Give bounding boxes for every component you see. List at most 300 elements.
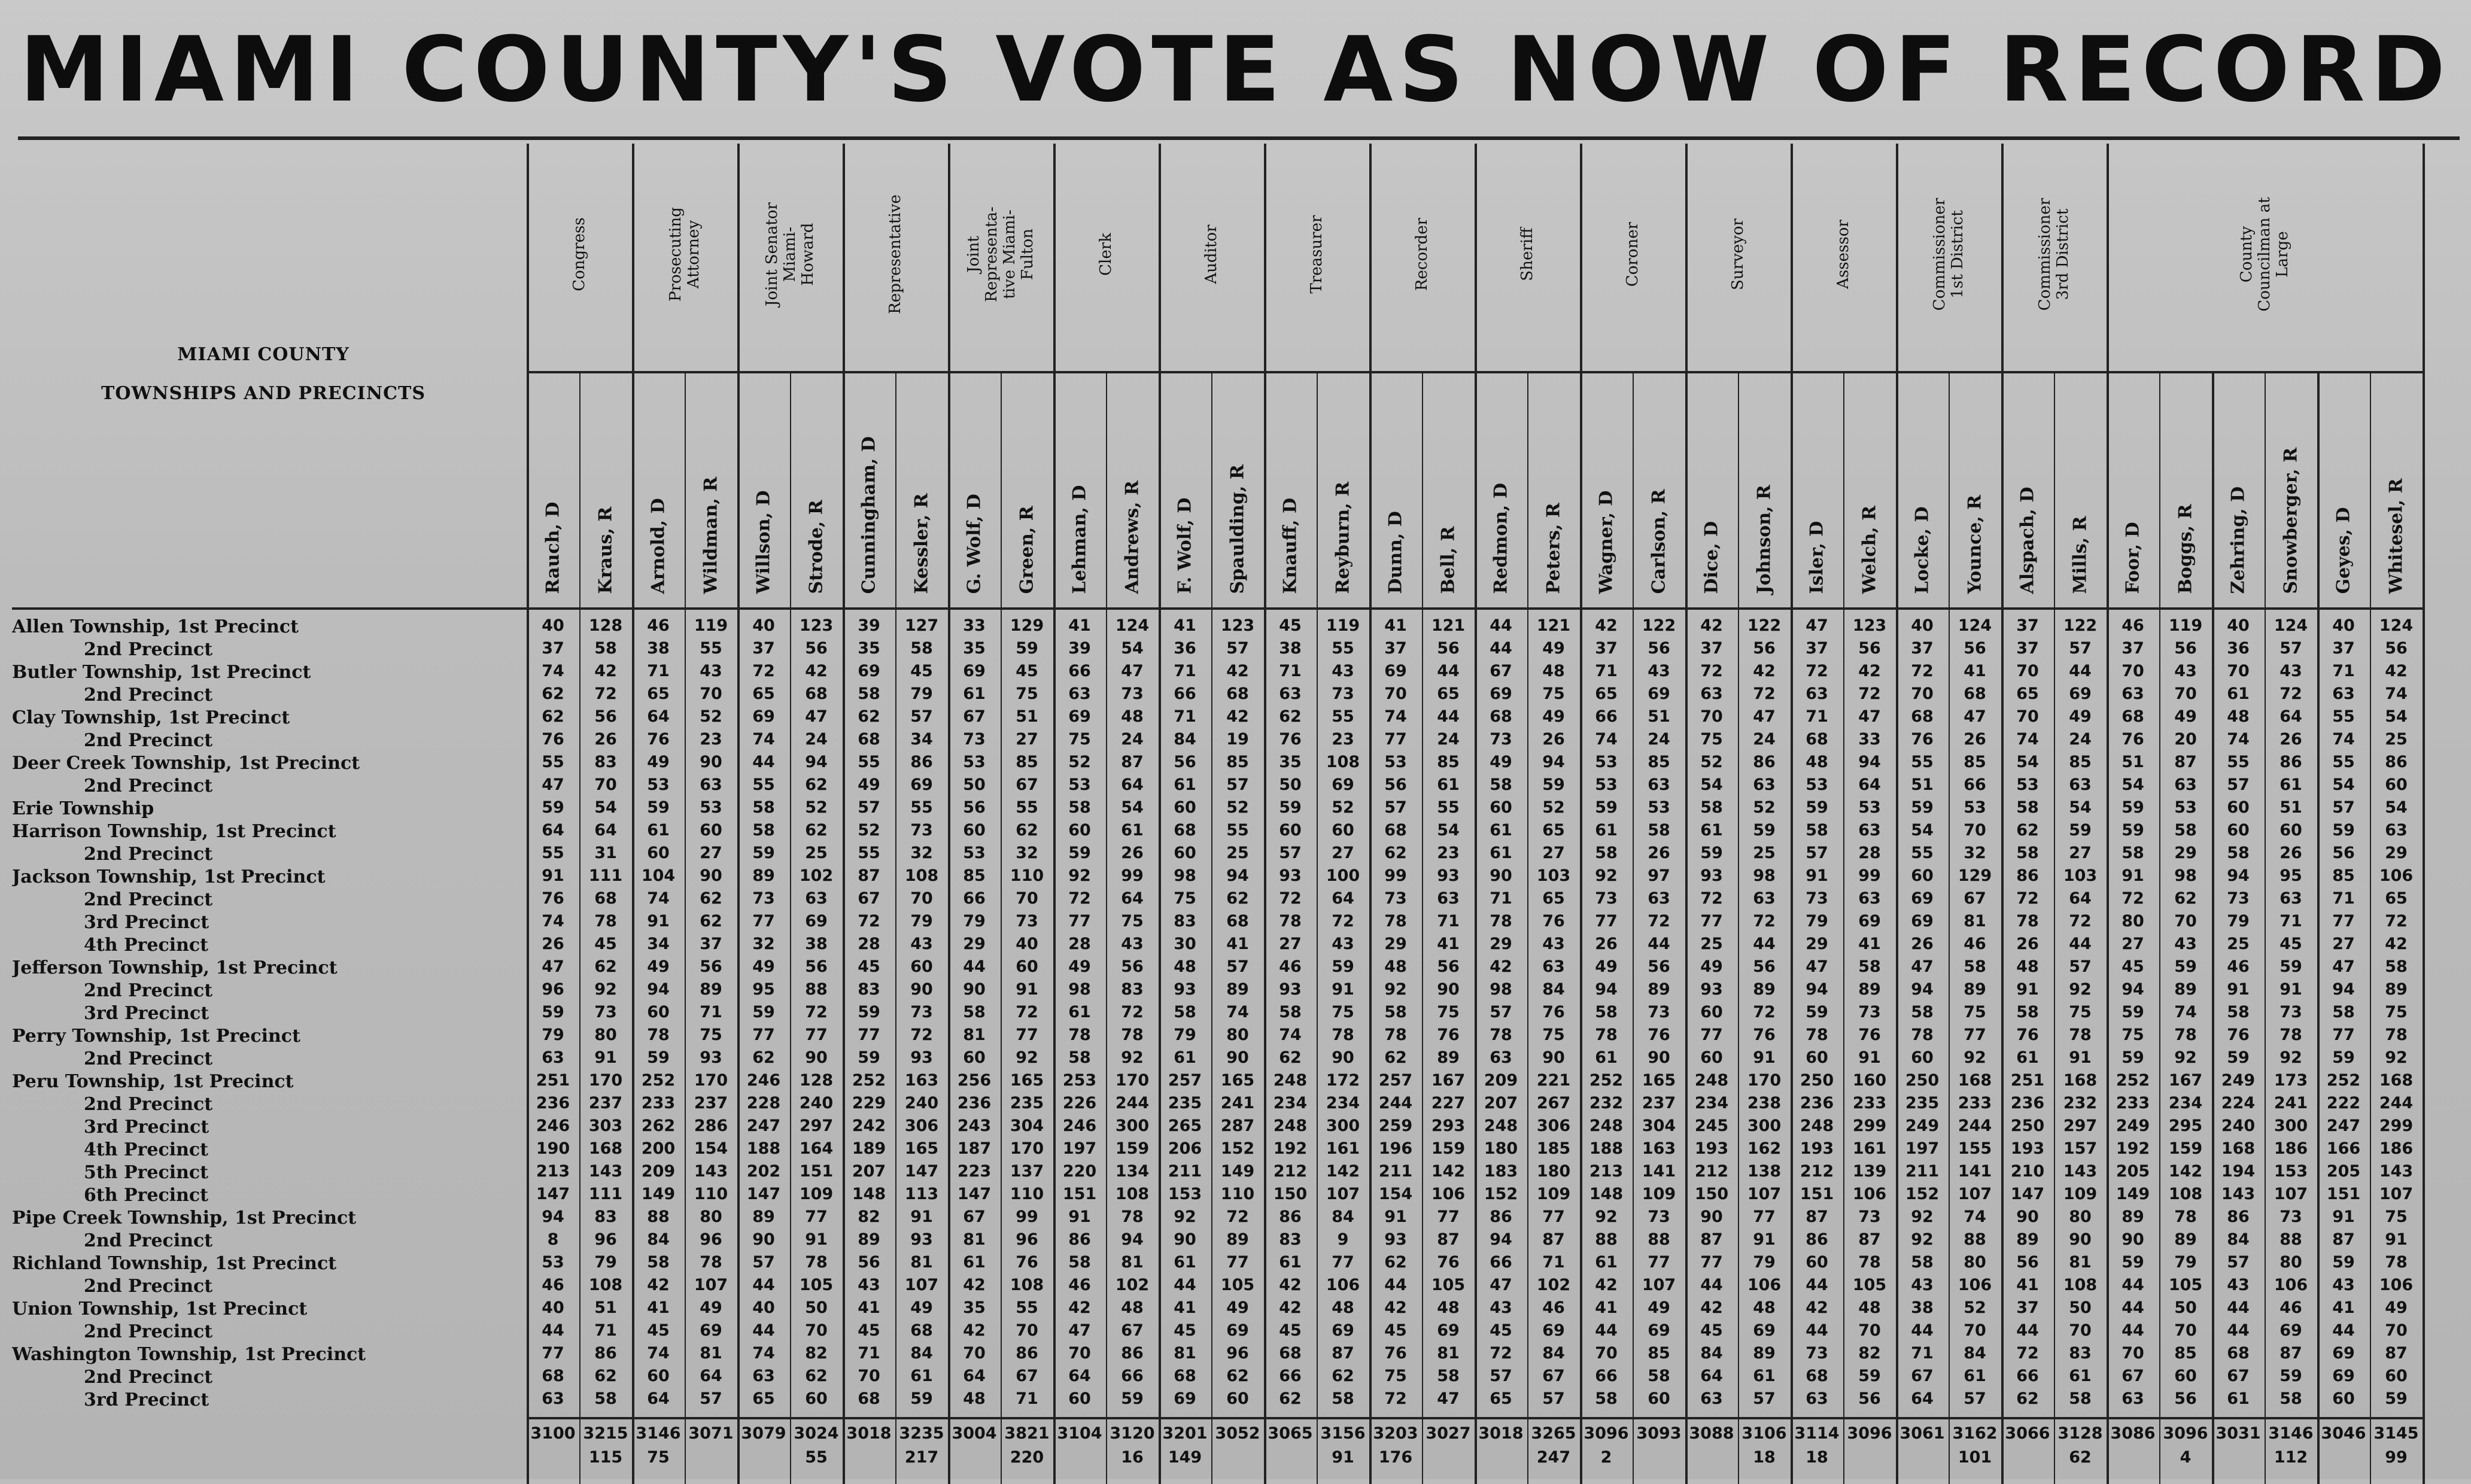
vote-cell: 74 bbox=[1226, 1003, 1249, 1021]
vote-cell: 72 bbox=[1016, 1003, 1038, 1021]
vote-cell: 186 bbox=[2274, 1139, 2308, 1158]
vote-cell: 37 bbox=[2016, 616, 2039, 635]
vote-cell: 209 bbox=[641, 1162, 676, 1181]
vote-cell: 56 bbox=[805, 639, 828, 658]
vote-cell: 141 bbox=[1642, 1162, 1676, 1181]
vote-cell: 68 bbox=[1279, 1344, 1302, 1363]
vote-cell: 44 bbox=[2069, 935, 2092, 953]
vote-cell: 60 bbox=[2279, 821, 2302, 840]
vote-cell: 123 bbox=[799, 616, 834, 635]
column-divider bbox=[2159, 371, 2160, 1484]
vote-cell: 60 bbox=[1648, 1389, 1670, 1408]
vote-cell: 91 bbox=[1753, 1230, 1776, 1249]
office-label: Assessor bbox=[1834, 220, 1852, 289]
vote-cell: 69 bbox=[1437, 1321, 1460, 1340]
vote-cell: 77 bbox=[1700, 1253, 1723, 1272]
plurality-cell: 176 bbox=[1378, 1448, 1413, 1467]
vote-cell: 41 bbox=[1226, 935, 1249, 953]
vote-cell: 57 bbox=[910, 707, 933, 726]
vote-cell: 42 bbox=[1806, 1298, 1828, 1317]
vote-cell: 77 bbox=[1753, 1208, 1776, 1226]
vote-cell: 103 bbox=[1536, 866, 1571, 885]
vote-cell: 80 bbox=[2122, 912, 2144, 930]
vote-cell: 196 bbox=[1378, 1139, 1413, 1158]
vote-cell: 89 bbox=[2122, 1208, 2144, 1226]
vote-cell: 40 bbox=[1016, 935, 1038, 953]
vote-cell: 77 bbox=[1068, 912, 1091, 930]
vote-cell: 64 bbox=[647, 1389, 670, 1408]
vote-cell: 44 bbox=[1911, 1321, 1934, 1340]
vote-cell: 250 bbox=[1905, 1071, 1940, 1090]
vote-cell: 53 bbox=[2174, 798, 2197, 817]
vote-cell: 43 bbox=[1911, 1276, 1934, 1294]
vote-cell: 74 bbox=[542, 912, 564, 930]
vote-cell: 154 bbox=[1378, 1185, 1413, 1203]
vote-cell: 55 bbox=[1332, 707, 1354, 726]
vote-cell: 193 bbox=[2010, 1139, 2045, 1158]
vote-cell: 88 bbox=[1964, 1230, 1986, 1249]
vote-cell: 68 bbox=[1964, 685, 1986, 703]
vote-cell: 107 bbox=[1326, 1185, 1360, 1203]
vote-cell: 43 bbox=[2279, 662, 2302, 680]
vote-cell: 75 bbox=[1121, 912, 1144, 930]
vote-cell: 72 bbox=[1226, 1208, 1249, 1226]
vote-cell: 240 bbox=[799, 1094, 834, 1112]
vote-cell: 79 bbox=[910, 685, 933, 703]
vote-cell: 47 bbox=[1121, 662, 1144, 680]
vote-cell: 41 bbox=[2016, 1276, 2039, 1294]
office-header bbox=[843, 144, 948, 365]
vote-cell: 41 bbox=[1384, 616, 1407, 635]
vote-cell: 87 bbox=[1858, 1230, 1881, 1249]
candidate-header: Kessler, R bbox=[911, 493, 932, 594]
vote-cell: 238 bbox=[1747, 1094, 1782, 1112]
vote-cell: 90 bbox=[1700, 1208, 1723, 1226]
vote-cell: 35 bbox=[1279, 753, 1302, 771]
vote-cell: 76 bbox=[2227, 1026, 2250, 1044]
vote-cell: 73 bbox=[910, 821, 933, 840]
vote-cell: 40 bbox=[2332, 616, 2355, 635]
vote-cell: 61 bbox=[1279, 1253, 1302, 1272]
vote-cell: 59 bbox=[2332, 821, 2355, 840]
vote-cell: 63 bbox=[1700, 685, 1723, 703]
row-label: 2nd Precinct bbox=[84, 685, 213, 705]
vote-cell: 73 bbox=[1384, 889, 1407, 908]
vote-cell: 71 bbox=[858, 1344, 880, 1363]
vote-cell: 110 bbox=[1010, 1185, 1044, 1203]
vote-cell: 286 bbox=[694, 1117, 728, 1135]
vote-cell: 63 bbox=[1858, 821, 1881, 840]
vote-cell: 249 bbox=[2116, 1117, 2150, 1135]
vote-cell: 79 bbox=[2227, 912, 2250, 930]
vote-cell: 61 bbox=[1490, 821, 1512, 840]
column-divider bbox=[1422, 371, 1423, 1484]
office-label: Joint Senator Miami-Howard bbox=[763, 202, 817, 306]
vote-cell: 100 bbox=[1326, 866, 1360, 885]
office-label: Representative bbox=[886, 194, 904, 314]
column-divider bbox=[895, 371, 896, 1484]
vote-cell: 192 bbox=[2116, 1139, 2150, 1158]
vote-cell: 119 bbox=[1326, 616, 1360, 635]
vote-cell: 72 bbox=[752, 662, 775, 680]
vote-cell: 42 bbox=[1858, 662, 1881, 680]
vote-cell: 69 bbox=[1753, 1321, 1776, 1340]
vote-cell: 51 bbox=[1648, 707, 1670, 726]
office-header bbox=[948, 144, 1053, 365]
vote-cell: 59 bbox=[1911, 798, 1934, 817]
vote-cell: 38 bbox=[647, 639, 670, 658]
vote-cell: 58 bbox=[647, 1253, 670, 1272]
vote-cell: 64 bbox=[963, 1367, 986, 1385]
vote-cell: 71 bbox=[700, 1003, 722, 1021]
vote-cell: 79 bbox=[1753, 1253, 1776, 1272]
vote-cell: 71 bbox=[1806, 707, 1828, 726]
vote-cell: 59 bbox=[2069, 821, 2092, 840]
vote-cell: 44 bbox=[2122, 1276, 2144, 1294]
vote-cell: 61 bbox=[1174, 1048, 1196, 1067]
total-cell: 3096 bbox=[1583, 1424, 1629, 1443]
column-divider bbox=[1001, 371, 1002, 1484]
vote-cell: 147 bbox=[904, 1162, 939, 1181]
vote-cell: 297 bbox=[2063, 1117, 2098, 1135]
vote-cell: 49 bbox=[647, 957, 670, 976]
plurality-cell: 4 bbox=[2180, 1448, 2192, 1467]
vote-cell: 63 bbox=[1858, 889, 1881, 908]
vote-cell: 44 bbox=[2227, 1321, 2250, 1340]
vote-cell: 61 bbox=[963, 1253, 986, 1272]
candidate-header: Willson, D bbox=[753, 490, 774, 594]
header-rule bbox=[12, 607, 2423, 610]
vote-cell: 9 bbox=[1337, 1230, 1349, 1249]
vote-cell: 59 bbox=[1332, 957, 1354, 976]
vote-cell: 243 bbox=[957, 1117, 992, 1135]
vote-cell: 80 bbox=[594, 1026, 617, 1044]
candidate-header: Snowberger, R bbox=[2280, 447, 2302, 594]
vote-cell: 50 bbox=[963, 776, 986, 794]
vote-cell: 38 bbox=[1279, 639, 1302, 658]
vote-cell: 73 bbox=[2279, 1208, 2302, 1226]
vote-cell: 79 bbox=[1174, 1026, 1196, 1044]
vote-cell: 78 bbox=[1490, 1026, 1512, 1044]
vote-cell: 73 bbox=[594, 1003, 617, 1021]
vote-cell: 235 bbox=[1168, 1094, 1202, 1112]
row-label: Pipe Creek Township, 1st Precinct bbox=[12, 1208, 357, 1228]
vote-cell: 121 bbox=[1536, 616, 1571, 635]
vote-cell: 69 bbox=[1384, 662, 1407, 680]
vote-cell: 44 bbox=[2122, 1298, 2144, 1317]
vote-cell: 108 bbox=[1326, 753, 1360, 771]
vote-cell: 37 bbox=[752, 639, 775, 658]
vote-cell: 81 bbox=[700, 1344, 722, 1363]
vote-cell: 62 bbox=[1279, 707, 1302, 726]
vote-cell: 68 bbox=[1911, 707, 1934, 726]
vote-cell: 41 bbox=[1068, 616, 1091, 635]
vote-cell: 44 bbox=[1806, 1276, 1828, 1294]
vote-cell: 64 bbox=[1858, 776, 1881, 794]
vote-cell: 98 bbox=[1753, 866, 1776, 885]
vote-cell: 59 bbox=[1016, 639, 1038, 658]
vote-cell: 241 bbox=[2274, 1094, 2308, 1112]
vote-cell: 91 bbox=[2385, 1230, 2408, 1249]
side-label-line1: MIAMI COUNTY bbox=[177, 344, 349, 365]
total-cell: 3066 bbox=[2005, 1424, 2050, 1443]
vote-cell: 189 bbox=[852, 1139, 886, 1158]
vote-cell: 24 bbox=[1753, 730, 1776, 749]
vote-cell: 167 bbox=[2168, 1071, 2203, 1090]
vote-cell: 190 bbox=[536, 1139, 570, 1158]
vote-cell: 170 bbox=[1115, 1071, 1150, 1090]
vote-cell: 76 bbox=[542, 730, 564, 749]
vote-cell: 65 bbox=[1490, 1389, 1512, 1408]
vote-cell: 78 bbox=[1858, 1253, 1881, 1272]
vote-cell: 304 bbox=[1010, 1117, 1044, 1135]
vote-cell: 306 bbox=[1536, 1117, 1571, 1135]
vote-cell: 85 bbox=[963, 866, 986, 885]
total-cell: 3096 bbox=[1847, 1424, 1892, 1443]
vote-cell: 61 bbox=[2069, 1367, 2092, 1385]
vote-cell: 202 bbox=[746, 1162, 781, 1181]
total-cell: 3061 bbox=[1899, 1424, 1945, 1443]
vote-cell: 235 bbox=[1905, 1094, 1940, 1112]
vote-cell: 43 bbox=[700, 662, 722, 680]
vote-cell: 72 bbox=[1753, 1003, 1776, 1021]
vote-cell: 223 bbox=[957, 1162, 992, 1181]
vote-cell: 187 bbox=[957, 1139, 992, 1158]
vote-cell: 51 bbox=[2279, 798, 2302, 817]
vote-cell: 56 bbox=[2174, 639, 2197, 658]
vote-cell: 61 bbox=[1068, 1003, 1091, 1021]
vote-cell: 252 bbox=[2116, 1071, 2150, 1090]
vote-cell: 90 bbox=[963, 980, 986, 999]
vote-cell: 43 bbox=[1332, 662, 1354, 680]
plurality-cell: 112 bbox=[2274, 1448, 2308, 1467]
vote-cell: 58 bbox=[594, 639, 617, 658]
row-label: Deer Creek Township, 1st Precinct bbox=[12, 753, 360, 774]
vote-cell: 92 bbox=[1121, 1048, 1144, 1067]
vote-cell: 60 bbox=[647, 844, 670, 862]
vote-cell: 63 bbox=[700, 776, 722, 794]
vote-cell: 168 bbox=[2063, 1071, 2098, 1090]
candidate-header: Carlson, R bbox=[1648, 489, 1670, 594]
vote-cell: 69 bbox=[1490, 685, 1512, 703]
vote-cell: 69 bbox=[1542, 1321, 1565, 1340]
vote-cell: 37 bbox=[2016, 1298, 2039, 1317]
vote-cell: 52 bbox=[700, 707, 722, 726]
vote-cell: 94 bbox=[805, 753, 828, 771]
vote-cell: 60 bbox=[1911, 1048, 1934, 1067]
vote-cell: 87 bbox=[1542, 1230, 1565, 1249]
vote-cell: 70 bbox=[910, 889, 933, 908]
vote-cell: 73 bbox=[2227, 889, 2250, 908]
vote-cell: 70 bbox=[1016, 889, 1038, 908]
vote-cell: 44 bbox=[963, 957, 986, 976]
vote-cell: 42 bbox=[1226, 707, 1249, 726]
vote-cell: 68 bbox=[1384, 821, 1407, 840]
vote-cell: 61 bbox=[2279, 776, 2302, 794]
vote-cell: 37 bbox=[1911, 639, 1934, 658]
vote-cell: 81 bbox=[1121, 1253, 1144, 1272]
plurality-cell: 55 bbox=[805, 1448, 828, 1467]
vote-cell: 72 bbox=[1753, 685, 1776, 703]
vote-cell: 78 bbox=[1121, 1026, 1144, 1044]
vote-cell: 79 bbox=[1806, 912, 1828, 930]
row-label: Union Township, 1st Precinct bbox=[12, 1298, 308, 1319]
office-divider bbox=[948, 144, 950, 371]
vote-cell: 92 bbox=[2174, 1048, 2197, 1067]
vote-cell: 33 bbox=[1858, 730, 1881, 749]
vote-cell: 57 bbox=[1384, 798, 1407, 817]
vote-cell: 41 bbox=[1595, 1298, 1618, 1317]
vote-cell: 44 bbox=[1595, 1321, 1618, 1340]
vote-cell: 29 bbox=[2174, 844, 2197, 862]
vote-cell: 71 bbox=[2332, 662, 2355, 680]
vote-cell: 72 bbox=[1753, 912, 1776, 930]
vote-cell: 58 bbox=[1437, 1367, 1460, 1385]
vote-cell: 92 bbox=[1964, 1048, 1986, 1067]
vote-cell: 86 bbox=[1806, 1230, 1828, 1249]
office-divider bbox=[1475, 144, 1477, 371]
vote-cell: 92 bbox=[1174, 1208, 1196, 1226]
office-divider bbox=[737, 144, 740, 371]
vote-cell: 46 bbox=[2279, 1298, 2302, 1317]
vote-cell: 68 bbox=[858, 730, 880, 749]
vote-cell: 89 bbox=[1753, 980, 1776, 999]
vote-cell: 233 bbox=[1958, 1094, 1992, 1112]
vote-cell: 82 bbox=[858, 1208, 880, 1226]
vote-cell: 49 bbox=[2385, 1298, 2408, 1317]
vote-cell: 61 bbox=[1174, 1253, 1196, 1272]
vote-cell: 44 bbox=[1490, 639, 1512, 658]
row-label: 5th Precinct bbox=[84, 1162, 209, 1183]
vote-cell: 51 bbox=[1016, 707, 1038, 726]
vote-cell: 75 bbox=[1700, 730, 1723, 749]
vote-cell: 90 bbox=[700, 866, 722, 885]
vote-cell: 80 bbox=[700, 1208, 722, 1226]
vote-cell: 72 bbox=[1700, 889, 1723, 908]
vote-cell: 150 bbox=[1273, 1185, 1308, 1203]
vote-cell: 58 bbox=[1806, 821, 1828, 840]
vote-cell: 83 bbox=[1279, 1230, 1302, 1249]
vote-cell: 77 bbox=[858, 1026, 880, 1044]
vote-cell: 122 bbox=[1747, 616, 1782, 635]
vote-cell: 58 bbox=[1648, 1367, 1670, 1385]
vote-cell: 85 bbox=[1964, 753, 1986, 771]
vote-cell: 55 bbox=[542, 753, 564, 771]
vote-cell: 170 bbox=[1010, 1139, 1044, 1158]
vote-cell: 75 bbox=[700, 1026, 722, 1044]
vote-cell: 70 bbox=[2174, 912, 2197, 930]
vote-cell: 59 bbox=[2332, 1048, 2355, 1067]
plurality-cell: 101 bbox=[1958, 1448, 1992, 1467]
vote-cell: 35 bbox=[963, 639, 986, 658]
vote-cell: 304 bbox=[1642, 1117, 1676, 1135]
vote-cell: 73 bbox=[1806, 1344, 1828, 1363]
vote-cell: 62 bbox=[1016, 821, 1038, 840]
vote-cell: 91 bbox=[2016, 980, 2039, 999]
vote-cell: 92 bbox=[2069, 980, 2092, 999]
vote-cell: 106 bbox=[1431, 1185, 1466, 1203]
vote-cell: 71 bbox=[1174, 707, 1196, 726]
column-divider bbox=[2370, 371, 2371, 1484]
vote-cell: 26 bbox=[1542, 730, 1565, 749]
vote-cell: 53 bbox=[1595, 776, 1618, 794]
vote-cell: 73 bbox=[1648, 1003, 1670, 1021]
vote-cell: 75 bbox=[2385, 1208, 2408, 1226]
vote-cell: 25 bbox=[2227, 935, 2250, 953]
vote-cell: 105 bbox=[2168, 1276, 2203, 1294]
vote-cell: 244 bbox=[1378, 1094, 1413, 1112]
vote-cell: 37 bbox=[2122, 639, 2144, 658]
vote-cell: 86 bbox=[2279, 753, 2302, 771]
candidate-header: Younce, R bbox=[1964, 494, 1986, 594]
vote-cell: 72 bbox=[1806, 662, 1828, 680]
vote-cell: 249 bbox=[2221, 1071, 2256, 1090]
title-rule bbox=[18, 136, 2460, 140]
vote-cell: 85 bbox=[1648, 1344, 1670, 1363]
vote-cell: 90 bbox=[1332, 1048, 1354, 1067]
vote-cell: 28 bbox=[1068, 935, 1091, 953]
vote-cell: 92 bbox=[2279, 1048, 2302, 1067]
vote-cell: 90 bbox=[910, 980, 933, 999]
vote-cell: 59 bbox=[2227, 1048, 2250, 1067]
plurality-cell: 99 bbox=[2385, 1448, 2408, 1467]
vote-cell: 24 bbox=[1121, 730, 1144, 749]
vote-cell: 92 bbox=[1384, 980, 1407, 999]
vote-cell: 77 bbox=[1648, 1253, 1670, 1272]
vote-cell: 56 bbox=[1437, 639, 1460, 658]
vote-cell: 57 bbox=[1226, 639, 1249, 658]
vote-cell: 84 bbox=[1542, 980, 1565, 999]
vote-cell: 39 bbox=[858, 616, 880, 635]
vote-cell: 55 bbox=[752, 776, 775, 794]
vote-cell: 70 bbox=[1016, 1321, 1038, 1340]
vote-cell: 59 bbox=[647, 798, 670, 817]
vote-cell: 71 bbox=[1016, 1389, 1038, 1408]
row-label: Butler Township, 1st Precinct bbox=[12, 662, 311, 683]
vote-cell: 58 bbox=[1595, 1389, 1618, 1408]
vote-cell: 68 bbox=[1806, 730, 1828, 749]
vote-cell: 24 bbox=[2069, 730, 2092, 749]
vote-cell: 121 bbox=[1431, 616, 1466, 635]
vote-cell: 119 bbox=[694, 616, 728, 635]
vote-cell: 54 bbox=[1700, 776, 1723, 794]
vote-cell: 60 bbox=[1332, 821, 1354, 840]
vote-cell: 72 bbox=[805, 1003, 828, 1021]
vote-cell: 65 bbox=[1542, 821, 1565, 840]
vote-cell: 60 bbox=[1226, 1389, 1249, 1408]
vote-cell: 86 bbox=[1279, 1208, 1302, 1226]
office-header bbox=[1369, 144, 1475, 365]
vote-cell: 68 bbox=[1490, 707, 1512, 726]
vote-cell: 106 bbox=[1747, 1276, 1782, 1294]
vote-cell: 54 bbox=[1911, 821, 1934, 840]
vote-cell: 98 bbox=[1068, 980, 1091, 999]
vote-cell: 105 bbox=[799, 1276, 834, 1294]
vote-cell: 79 bbox=[910, 912, 933, 930]
vote-cell: 89 bbox=[1226, 1230, 1249, 1249]
vote-cell: 69 bbox=[1858, 912, 1881, 930]
vote-cell: 56 bbox=[1753, 639, 1776, 658]
vote-cell: 25 bbox=[2385, 730, 2408, 749]
vote-cell: 78 bbox=[1332, 1026, 1354, 1044]
vote-cell: 59 bbox=[2122, 798, 2144, 817]
vote-cell: 59 bbox=[752, 844, 775, 862]
vote-cell: 128 bbox=[588, 616, 623, 635]
vote-cell: 69 bbox=[1068, 707, 1091, 726]
vote-cell: 59 bbox=[1806, 1003, 1828, 1021]
vote-cell: 62 bbox=[2016, 821, 2039, 840]
vote-cell: 27 bbox=[2122, 935, 2144, 953]
